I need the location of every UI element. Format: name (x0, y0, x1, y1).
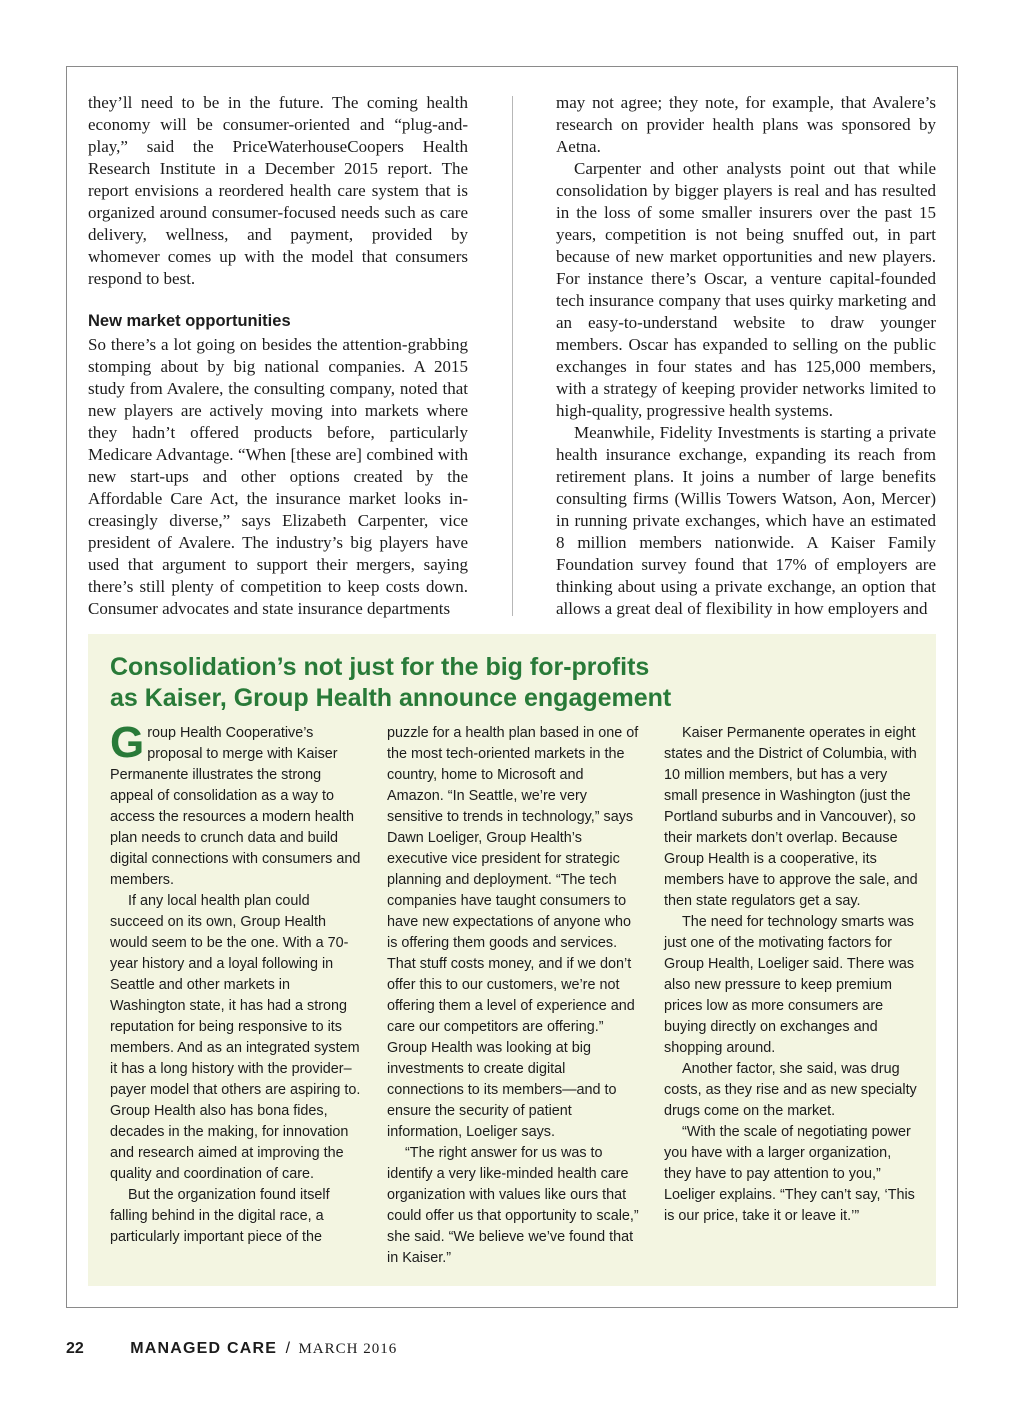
article-paragraph: they’ll need to be in the future. The coming health economy will be consumer-oriented and “plug-and-play,” said the PriceWaterhouseCoopers Health Research Institute in a December 2015 report. The report envisions a reordered health care system that is organized around consumer-focused needs such as care delivery, wellness, and payment, provided by whomever comes up with the model that consumers respond to best. (88, 93, 468, 288)
sidebar-column-3 (664, 723, 919, 1227)
article-paragraph: Meanwhile, Fidelity Investments is starting a private health insurance exchange, expanding its reach from retirement plans. It joins a number of large benefits consulting firms (Willis Towers Watson, Aon, Mercer) in running private exchanges, which have an estimated 8 million members nationwide. A Kaiser Family Foundation survey found that 17% of employers are thinking about using a private exchange, an option that allows a great deal of flexibility in how employers and (556, 423, 936, 618)
sidebar-title-line: as Kaiser, Group Health announce engagement (110, 684, 672, 712)
column-divider (512, 96, 513, 616)
sidebar-paragraph: “The right answer for us was to identify a very like-minded health care organization with values like ours that could offer us that opportunity to scale,” she said. “We believe we’ve found that in Kaiser.” (387, 1145, 639, 1266)
article-paragraph: may not agree; they note, for example, that Avalere’s research on provider health plans was sponsored by Aetna. (556, 93, 936, 156)
sidebar-paragraph: “With the scale of negotiating power you have with a larger organization, they have to pay attention to you,” Loeliger explains. “They can’t say, ‘This is our price, take it or leave it.’” (664, 1124, 915, 1224)
sidebar-column-1 (110, 718, 365, 1248)
sidebar-paragraph: Kaiser Permanente operates in eight states and the District of Columbia, with 10 million members, but has a very small presence in Washington (just the Portland suburbs and in Vancouver), so their markets don’t overlap. Because Group Health is a cooperative, its members have to approve the sale, and then state regulators get a say. (664, 725, 918, 909)
sidebar-title-line: Consolidation’s not just for the big for-profits (110, 653, 650, 681)
article-paragraph: So there’s a lot going on besides the attention-grabbing stomping about by big national companies. A 2015 study from Avalere, the consulting company, noted that new players are actively moving into markets where they hadn’t offered products before, particularly Medicare Advantage. “When [these are] combined with new start-ups and other options created by the Affordable Care Act, the insurance market looks increasingly diverse,” says Elizabeth Carpenter, vice president of Avalere. The industry’s big players have used that argument to support their mergers, saying there’s still plenty of competition to keep costs down. Consumer advocates and state insurance departments (88, 335, 468, 618)
sidebar-column-2 (387, 723, 642, 1269)
sidebar-paragraph: If any local health plan could succeed on its own, Group Health would seem to be the one. With a 70-year history and a loyal following in Seattle and other markets in Washington state, it has had a strong reputation for being responsive to its members. And as an integrated system it has a long history with the provider–payer model that others are aspiring to. Group Health also has bona fides, decades in the making, for innovation and research aimed at improving the quality and coordination of care. (110, 893, 361, 1182)
article-column-right (556, 92, 936, 620)
sidebar-paragraph: But the organization found itself falling behind in the digital race, a particularly important piece of the (110, 1187, 330, 1245)
sidebar-title (110, 652, 671, 714)
magazine-name: MANAGED CARE (130, 1340, 278, 1357)
sidebar-paragraph (110, 718, 365, 891)
drop-cap: G (110, 718, 145, 767)
article-column-left (88, 92, 468, 620)
section-heading: New market opportunities (88, 312, 291, 330)
sidebar-paragraph: Another factor, she said, was drug costs, as they rise and as new specialty drugs come on the market. (664, 1061, 917, 1119)
sidebar-paragraph: The need for technology smarts was just one of the motivating factors for Group Health, Loeliger said. There was also new pressure to keep premium prices low as more consumers are buying directly on exchanges and shopping around. (664, 914, 915, 1056)
sidebar-paragraph-text: roup Health Cooperative’s proposal to merge with Kaiser Permanente illustrates the strong appeal of consolidation as a way to access the resources a modern health plan needs to crunch data and build digital connections with consumers and members. (110, 725, 361, 888)
footer-separator: / (285, 1340, 291, 1357)
sidebar-box (88, 634, 936, 1286)
sidebar-paragraph: puzzle for a health plan based in one of the most tech-oriented markets in the country, home to Microsoft and Amazon. “In Seattle, we’re very sensitive to trends in technology,” says Dawn Loeliger, Group Health’s executive vice president for strategic planning and deployment. “The tech companies have taught consumers to have new expectations of anyone who is offering them goods and services. That stuff costs money, and if we don’t offer this to our customers, we’re not offering them a level of experience and care our competitors are offering.” Group Health was looking at big investments to create digital connections to its members—and to ensure the security of patient information, Loeliger says. (387, 725, 639, 1140)
page-number: 22 (66, 1340, 84, 1357)
page-footer (66, 1340, 397, 1358)
article-paragraph: Carpenter and other analysts point out that while consolidation by bigger players is real and has resulted in the loss of some smaller insurers over the past 15 years, competition is not being snuffed out, in part because of new market opportunities and new players. For instance there’s Oscar, a venture capital-founded tech insurance company that uses quirky marketing and an easy-to-understand website to draw younger members. Oscar has expanded to selling on the public exchanges in four states and has 125,000 members, with a strategy of keeping provider networks limited to high-quality, progressive health systems. (556, 159, 936, 420)
issue-date: MARCH 2016 (298, 1341, 398, 1357)
